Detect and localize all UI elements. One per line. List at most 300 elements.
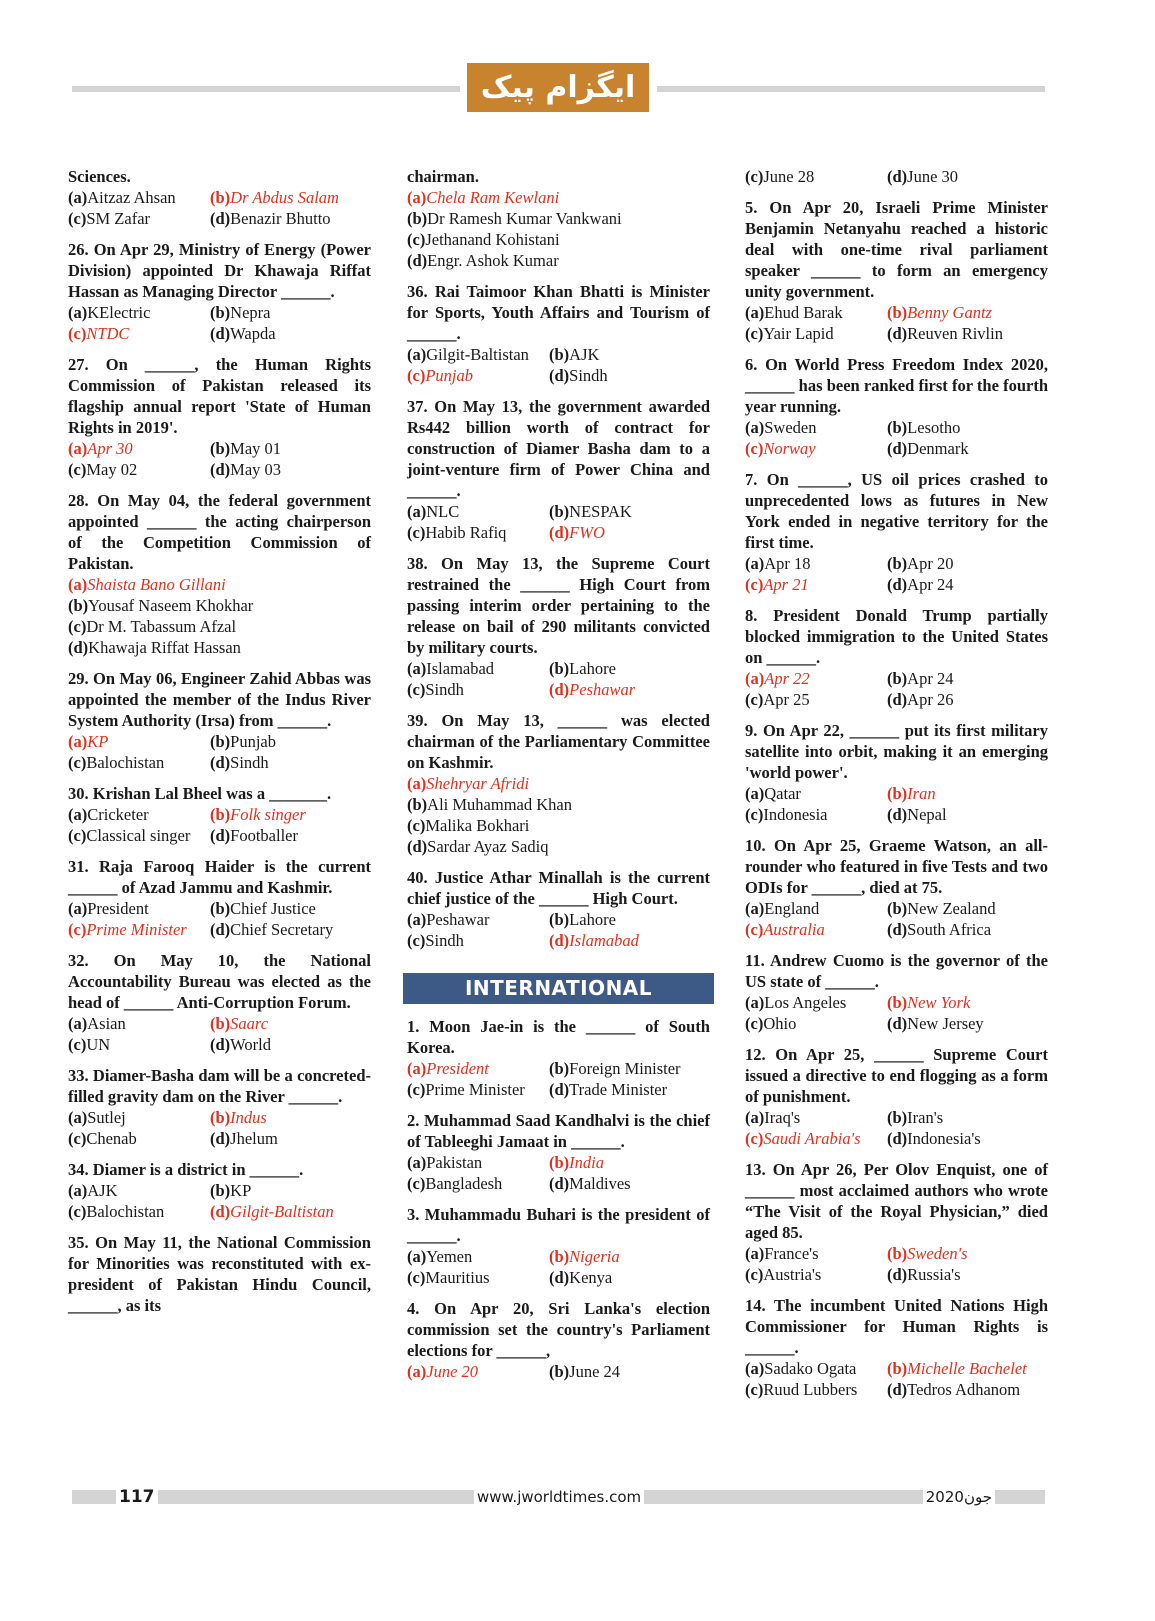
option-text: Ehud Barak [764,303,843,322]
option-text: New Zealand [907,899,996,918]
option-text: Austria's [763,1265,822,1284]
option-letter: (d) [549,680,570,699]
option-letter: (b) [549,910,570,929]
answer-option [68,1107,210,1128]
answer-option [407,522,549,543]
option-text: Lahore [569,910,616,929]
option-letter: (d) [549,1080,570,1099]
answer-option [745,417,887,438]
option-text: Kenya [569,1268,613,1287]
answer-option [745,1358,887,1379]
answer-options [407,501,710,543]
answer-options [68,1107,371,1149]
answer-option [887,166,1048,187]
answer-option [887,323,1048,344]
correct-answer-option [210,1201,371,1222]
question-text: 33. Diamer-Basha dam will be a concreted-filled gravity dam on the River ______. [68,1066,371,1106]
option-text: Iran [907,784,936,803]
option-letter: (a) [407,1059,427,1078]
option-letter: (c) [68,920,87,939]
option-letter: (d) [887,324,908,343]
column-3 [745,166,1048,1400]
answer-option [745,323,887,344]
question-text: 11. Andrew Cuomo is the governor of the US state of ______. [745,951,1048,991]
answer-options [407,1152,710,1194]
option-text: Norway [763,439,816,458]
option-text: Trade Minister [569,1080,668,1099]
option-text: France's [764,1244,819,1263]
question-text: 6. On World Press Freedom Index 2020, ______ has been ranked first for the fourth year running. [745,355,1048,416]
option-text: Apr 20 [907,554,954,573]
option-text: June 20 [426,1362,479,1381]
answer-option [745,689,887,710]
option-letter: (b) [210,1014,231,1033]
option-letter: (b) [210,1108,231,1127]
answer-options [407,187,710,271]
answer-option [745,1243,887,1264]
question-block [68,783,371,846]
option-text: Apr 22 [764,669,810,688]
answer-option [407,1079,549,1100]
answer-option [549,344,710,365]
option-text: Apr 26 [907,690,954,709]
option-letter: (b) [887,669,908,688]
option-text: Footballer [230,826,298,845]
option-text: Peshawar [426,910,490,929]
question-text: 30. Krishan Lal Bheel was a _______. [68,784,332,803]
question-block [745,166,1048,187]
option-text: AJK [569,345,600,364]
correct-answer-option [407,1058,549,1079]
correct-answer-option [549,1246,710,1267]
correct-answer-option [407,187,710,208]
option-text: New Jersey [907,1014,984,1033]
answer-options [745,1358,1048,1400]
option-letter: (a) [407,659,427,678]
answer-option [745,898,887,919]
option-letter: (d) [887,1380,908,1399]
footer-bar [72,1487,1045,1507]
answer-options [68,438,371,480]
answer-option [68,804,210,825]
option-text: Apr 24 [907,575,954,594]
option-letter: (a) [68,575,88,594]
answer-options [745,553,1048,595]
option-letter: (d) [549,1268,570,1287]
option-letter: (c) [68,617,87,636]
answer-option [407,229,710,250]
question-block [68,950,371,1055]
answer-option [68,302,210,323]
question-text: 12. On Apr 25, ______ Supreme Court issued a directive to end flogging as a form of punishment. [745,1045,1048,1106]
option-letter: (c) [407,931,426,950]
correct-answer-option [745,438,887,459]
option-text: Chenab [86,1129,137,1148]
option-letter: (d) [407,837,428,856]
answer-option [887,668,1048,689]
answer-option [210,323,371,344]
question-text: 40. Justice Athar Minallah is the current chief justice of the ______ High Court. [407,868,710,908]
answer-option [210,1128,371,1149]
option-letter: (c) [68,753,87,772]
option-text: Sardar Ayaz Sadiq [427,837,549,856]
option-letter: (d) [210,753,231,772]
option-text: Islamabad [426,659,495,678]
option-text: Sweden's [907,1244,968,1263]
option-text: Foreign Minister [569,1059,681,1078]
option-letter: (a) [745,993,765,1012]
question-block [68,1159,371,1222]
question-block [68,166,371,229]
option-text: Lahore [569,659,616,678]
answer-option [210,302,371,323]
answer-option [887,438,1048,459]
option-letter: (c) [745,324,764,343]
option-letter: (a) [745,899,765,918]
answer-options [68,731,371,773]
option-letter: (a) [68,1014,88,1033]
option-letter: (b) [887,784,908,803]
option-letter: (a) [745,1108,765,1127]
question-text: 13. On Apr 26, Per Olov Enquist, one of ______ most acclaimed authors who wrote “The Visit of the Royal Physician,” died aged 85. [745,1160,1048,1242]
option-text: Yair Lapid [763,324,834,343]
answer-option [549,658,710,679]
answer-option [745,553,887,574]
answer-option [68,637,371,658]
option-letter: (c) [407,366,426,385]
option-letter: (b) [549,1362,570,1381]
header-rule-left [72,86,460,92]
option-text: Prime Minister [425,1080,525,1099]
option-letter: (b) [210,439,231,458]
option-letter: (b) [210,805,231,824]
question-text: 38. On May 13, the Supreme Court restrained the ______ High Court from passing interim order pertaining to the release on bail of 290 militants convicted by military courts. [407,554,710,657]
question-block [407,553,710,700]
answer-option [407,501,549,522]
answer-option [68,752,210,773]
answer-option [407,794,710,815]
answer-option [210,919,371,940]
option-text: Engr. Ashok Kumar [427,251,559,270]
option-letter: (c) [407,680,426,699]
answer-options [745,668,1048,710]
answer-option [407,815,710,836]
option-letter: (c) [407,523,426,542]
answer-option [887,804,1048,825]
option-text: Russia's [907,1265,961,1284]
section-header: INTERNATIONAL [403,973,714,1004]
answer-option [68,898,210,919]
correct-answer-option [210,187,371,208]
option-letter: (b) [210,899,231,918]
option-letter: (b) [887,993,908,1012]
answer-option [745,804,887,825]
option-letter: (d) [887,575,908,594]
option-letter: (d) [210,826,231,845]
option-text: AJK [87,1181,118,1200]
option-letter: (c) [745,1265,764,1284]
option-text: Nepal [907,805,947,824]
answer-option [407,1152,549,1173]
website-url[interactable]: www.jworldtimes.com [474,1487,644,1507]
answer-options [745,417,1048,459]
option-text: Islamabad [569,931,639,950]
answer-options [407,1246,710,1288]
option-text: Lesotho [907,418,961,437]
answer-option [887,1379,1048,1400]
question-block [407,1110,710,1194]
option-letter: (b) [549,502,570,521]
option-letter: (b) [407,795,428,814]
option-text: Ohio [763,1014,797,1033]
option-text: Saudi Arabia's [763,1129,861,1148]
option-letter: (a) [407,188,427,207]
option-letter: (c) [68,324,87,343]
question-text: 10. On Apr 25, Graeme Watson, an all-rounder who featured in five Tests and two ODIs for ______, died at 75. [745,836,1048,897]
correct-answer-option [887,302,1048,323]
option-letter: (d) [68,638,89,657]
option-letter: (b) [887,418,908,437]
option-letter: (c) [407,816,426,835]
option-text: UN [86,1035,111,1054]
answer-options [68,1180,371,1222]
question-block [745,1295,1048,1400]
option-text: Chela Ram Kewlani [426,188,560,207]
question-block [68,354,371,480]
option-text: Aitzaz Ahsan [87,188,176,207]
option-text: Apr 30 [87,439,133,458]
answer-option [210,1034,371,1055]
answer-options [745,1107,1048,1149]
option-text: Dr Ramesh Kumar Vankwani [427,209,622,228]
option-text: Qatar [764,784,801,803]
option-letter: (c) [68,1035,87,1054]
answer-option [68,459,210,480]
question-text: 28. On May 04, the federal government appointed ______ the acting chairperson of the Competition Commission of Pakistan. [68,491,371,573]
answer-options [745,1243,1048,1285]
answer-option [549,1079,710,1100]
question-text: 4. On Apr 20, Sri Lanka's election commission set the country's Parliament elections for ______, [407,1299,710,1360]
question-text: 34. Diamer is a district in ______. [68,1160,304,1179]
correct-answer-option [549,930,710,951]
option-letter: (b) [887,1359,908,1378]
answer-options [407,1361,710,1382]
option-text: World [230,1035,272,1054]
answer-option [68,1034,210,1055]
answer-option [887,574,1048,595]
correct-answer-option [210,1107,371,1128]
correct-answer-option [407,365,549,386]
option-text: Nepra [230,303,271,322]
answer-option [887,689,1048,710]
option-letter: (c) [745,690,764,709]
option-text: May 01 [230,439,282,458]
option-text: Michelle Bachelet [907,1359,1027,1378]
option-letter: (d) [210,324,231,343]
answer-option [68,187,210,208]
option-text: Maldives [569,1174,631,1193]
answer-option [407,208,710,229]
answer-options [745,302,1048,344]
option-text: SM Zafar [86,209,151,228]
option-text: Wapda [230,324,276,343]
answer-option [549,909,710,930]
question-block [407,710,710,857]
option-letter: (d) [887,1129,908,1148]
answer-options [68,804,371,846]
answer-option [745,1264,887,1285]
option-letter: (d) [549,931,570,950]
option-text: Australia [763,920,825,939]
option-text: May 03 [230,460,282,479]
option-text: Nigeria [569,1247,620,1266]
option-letter: (b) [887,1244,908,1263]
correct-answer-option [68,731,210,752]
option-text: NESPAK [569,502,632,521]
option-text: Punjab [425,366,473,385]
question-block [68,668,371,773]
option-letter: (c) [745,1014,764,1033]
question-text: 26. On Apr 29, Ministry of Energy (Power Division) appointed Dr Khawaja Riffat Hassan as Managing Director ______. [68,240,371,301]
exam-peak-logo: ایگزام پیک [467,63,649,112]
option-letter: (a) [68,303,88,322]
option-text: Yemen [426,1247,473,1266]
option-text: Los Angeles [764,993,847,1012]
answer-options [407,773,710,857]
correct-answer-option [210,1013,371,1034]
option-text: Asian [87,1014,126,1033]
correct-answer-option [745,1128,887,1149]
option-letter: (c) [745,920,764,939]
answer-option [407,909,549,930]
correct-answer-option [887,783,1048,804]
option-text: Habib Rafiq [425,523,507,542]
option-letter: (d) [887,690,908,709]
question-block [745,354,1048,459]
option-letter: (a) [407,1247,427,1266]
option-text: Ali Muhammad Khan [427,795,572,814]
correct-answer-option [887,1243,1048,1264]
answer-option [745,1013,887,1034]
correct-answer-option [887,1358,1048,1379]
option-text: FWO [569,523,605,542]
option-letter: (a) [407,1362,427,1381]
option-letter: (a) [68,732,88,751]
option-text: NLC [426,502,460,521]
option-letter: (d) [210,460,231,479]
correct-answer-option [549,1152,710,1173]
correct-answer-option [407,773,710,794]
answer-options [407,344,710,386]
question-text: 36. Rai Taimoor Khan Bhatti is Minister for Sports, Youth Affairs and Tourism of ______. [407,282,710,343]
option-letter: (c) [407,1080,426,1099]
option-letter: (a) [407,910,427,929]
question-block [407,1298,710,1382]
option-letter: (a) [745,1244,765,1263]
option-letter: (a) [68,1181,88,1200]
correct-answer-option [549,522,710,543]
question-block [745,605,1048,710]
option-text: India [569,1153,605,1172]
question-text: 39. On May 13, ______ was elected chairman of the Parliamentary Committee on Kashmir. [407,711,710,772]
option-text: Denmark [907,439,969,458]
question-block [745,1159,1048,1285]
answer-option [745,302,887,323]
question-block [68,490,371,658]
answer-option [887,1264,1048,1285]
answer-options [68,574,371,658]
option-letter: (c) [68,460,87,479]
option-letter: (c) [745,805,764,824]
option-text: Sindh [425,931,464,950]
question-block [68,239,371,344]
answer-option [407,658,549,679]
answer-option [745,1107,887,1128]
question-block [745,197,1048,344]
option-letter: (b) [549,1153,570,1172]
option-text: Indonesia's [907,1129,981,1148]
column-2 [407,166,710,1382]
answer-option [407,679,549,700]
option-letter: (c) [68,1202,87,1221]
option-text: Folk singer [230,805,306,824]
option-text: May 02 [86,460,138,479]
option-letter: (a) [68,805,88,824]
answer-option [210,208,371,229]
correct-answer-option [68,323,210,344]
question-block [745,950,1048,1034]
answer-option [407,250,710,271]
option-letter: (b) [549,345,570,364]
option-text: Indus [230,1108,267,1127]
option-text: Sindh [425,680,464,699]
answer-option [210,1180,371,1201]
correct-answer-option [745,919,887,940]
option-letter: (a) [407,774,427,793]
option-letter: (c) [407,1174,426,1193]
question-block [745,469,1048,595]
question-block [745,1044,1048,1149]
option-letter: (d) [549,523,570,542]
option-text: Ruud Lubbers [763,1380,858,1399]
answer-options [68,1013,371,1055]
option-text: New York [907,993,971,1012]
answer-option [68,1013,210,1034]
option-text: Khawaja Riffat Hassan [88,638,241,657]
option-text: Gilgit-Baltistan [230,1202,334,1221]
correct-answer-option [887,992,1048,1013]
option-text: KElectric [87,303,151,322]
question-text: 3. Muhammadu Buhari is the president of ______. [407,1205,710,1245]
option-letter: (d) [887,439,908,458]
option-text: Tedros Adhanom [907,1380,1021,1399]
option-text: Sutlej [87,1108,126,1127]
option-letter: (b) [210,732,231,751]
question-text: 14. The incumbent United Nations High Commissioner for Human Rights is ______. [745,1296,1048,1357]
question-text: chairman. [407,167,479,186]
option-letter: (b) [887,1108,908,1127]
option-letter: (d) [407,251,428,270]
option-letter: (b) [549,659,570,678]
option-text: June 24 [569,1362,621,1381]
option-letter: (c) [68,209,87,228]
question-text: 29. On May 06, Engineer Zahid Abbas was appointed the member of the Indus River System Authority (Irsa) from ______. [68,669,371,730]
answer-options [745,898,1048,940]
answer-options [407,909,710,951]
option-text: June 30 [907,167,959,186]
option-text: Cricketer [87,805,149,824]
correct-answer-option [549,679,710,700]
